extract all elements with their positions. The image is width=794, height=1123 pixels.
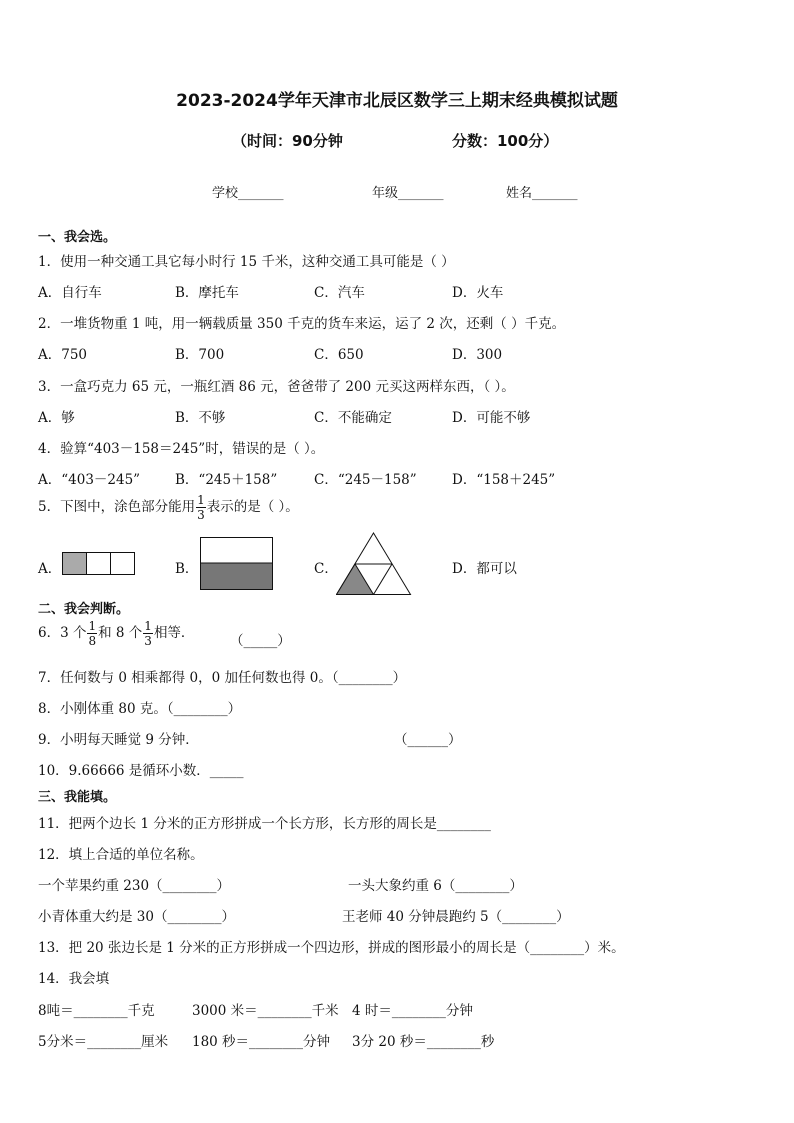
option-b: B．“245＋158”	[175, 472, 278, 488]
figure-a-shaded-cell	[63, 553, 87, 575]
question-12: 12．填上合适的单位名称。	[38, 847, 204, 863]
option-d: D．火车	[452, 285, 504, 301]
option-c: C．650	[314, 347, 364, 363]
section-heading: 二、我会判断。	[38, 602, 130, 617]
school-field: 学校_______	[212, 186, 284, 201]
answer-blank[interactable]: （______）	[394, 732, 462, 748]
section-heading: 一、我会选。	[38, 230, 117, 245]
q14-item: 180 秒＝________分钟	[192, 1034, 331, 1050]
option-a: A．750	[38, 347, 88, 363]
question-7: 7．任何数与 0 相乘都得 0，0 加任何数也得 0。（________）	[38, 670, 407, 686]
page-title: 2023-2024学年天津市北辰区数学三上期末经典模拟试题	[176, 91, 618, 111]
question-3: 3．一盒巧克力 65 元，一瓶红酒 86 元，爸爸带了 200 元买这两样东西，（ ）。	[38, 379, 515, 395]
figure-a-cell	[111, 553, 135, 575]
option-d: D．可能不够	[452, 410, 531, 426]
figure-a-cell	[87, 553, 111, 575]
fraction: $\frac{1}{3}$	[197, 493, 205, 522]
option-c: C．“245－158”	[314, 472, 417, 488]
question-11: 11．把两个边长 1 分米的正方形拼成一个长方形，长方形的周长是________	[38, 816, 491, 832]
q12-item: 一个苹果约重 230（________）	[38, 878, 231, 894]
q14-item: 3000 米＝________千米	[192, 1003, 339, 1019]
q14-item: 8吨＝________千克	[38, 1003, 155, 1019]
option-d: D．都可以	[452, 561, 517, 577]
option-c: C．不能确定	[314, 410, 392, 426]
option-b: B．不够	[175, 410, 226, 426]
figure-c-triangle	[336, 532, 412, 596]
section-heading: 三、我能填。	[38, 790, 117, 805]
figure-b-rectangle	[200, 537, 274, 591]
fraction: $\frac{1}{3}$	[144, 619, 152, 648]
question-6: 6．3 个 $\frac{1}{8}$ 和 8 个 $\frac{1}{3}$ 相等．	[38, 619, 195, 648]
question-10: 10．9.66666 是循环小数．_____	[38, 763, 244, 779]
answer-blank[interactable]: （_____）	[230, 633, 291, 649]
question-1: 1．使用一种交通工具它每小时行 15 千米，这种交通工具可能是（ ）	[38, 254, 455, 270]
question-9: 9．小明每天睡觉 9 分钟．	[38, 732, 199, 748]
figure-a-bar	[62, 552, 136, 576]
question-5: 5．下图中，涂色部分能用 $\frac{1}{3}$ 表示的是（ ）。	[38, 493, 299, 522]
figure-b-shaded-half	[201, 563, 273, 590]
name-field: 姓名_______	[506, 186, 578, 201]
option-d: D．300	[452, 347, 503, 363]
option-c: C．	[314, 561, 338, 577]
q12-item: 王老师 40 分钟晨跑约 5（________）	[342, 909, 570, 925]
fraction: $\frac{1}{8}$	[88, 619, 97, 648]
q14-item: 4 时＝________分钟	[352, 1003, 473, 1019]
q12-item: 小青体重大约是 30（________）	[38, 909, 235, 925]
question-4: 4．验算“403－158＝245”时，错误的是（ ）。	[38, 441, 325, 457]
exam-score: 分数：100分）	[452, 132, 559, 150]
question-8: 8．小刚体重 80 克。（________）	[38, 701, 242, 717]
option-a: A．自行车	[38, 285, 102, 301]
option-a: A．够	[38, 410, 75, 426]
exam-time: （时间：90分钟	[232, 132, 343, 150]
option-d: D．“158＋245”	[452, 472, 556, 488]
option-a: A．	[38, 561, 62, 577]
option-b: B．700	[175, 347, 225, 363]
q12-item: 一头大象约重 6（________）	[348, 878, 523, 894]
option-b: B．	[175, 561, 199, 577]
q14-item: 5分米＝________厘米	[38, 1034, 169, 1050]
option-a: A．“403－245”	[38, 472, 141, 488]
question-14: 14．我会填	[38, 971, 110, 987]
q14-item: 3分 20 秒＝________秒	[352, 1034, 495, 1050]
question-2: 2．一堆货物重 1 吨，用一辆载质量 350 千克的货车来运，运了 2 次，还剩（ ）千克。	[38, 316, 566, 332]
grade-field: 年级_______	[372, 186, 444, 201]
option-c: C．汽车	[314, 285, 365, 301]
option-b: B．摩托车	[175, 285, 239, 301]
question-13: 13．把 20 张边长是 1 分米的正方形拼成一个四边形，拼成的图形最小的周长是（________）米。	[38, 940, 625, 956]
